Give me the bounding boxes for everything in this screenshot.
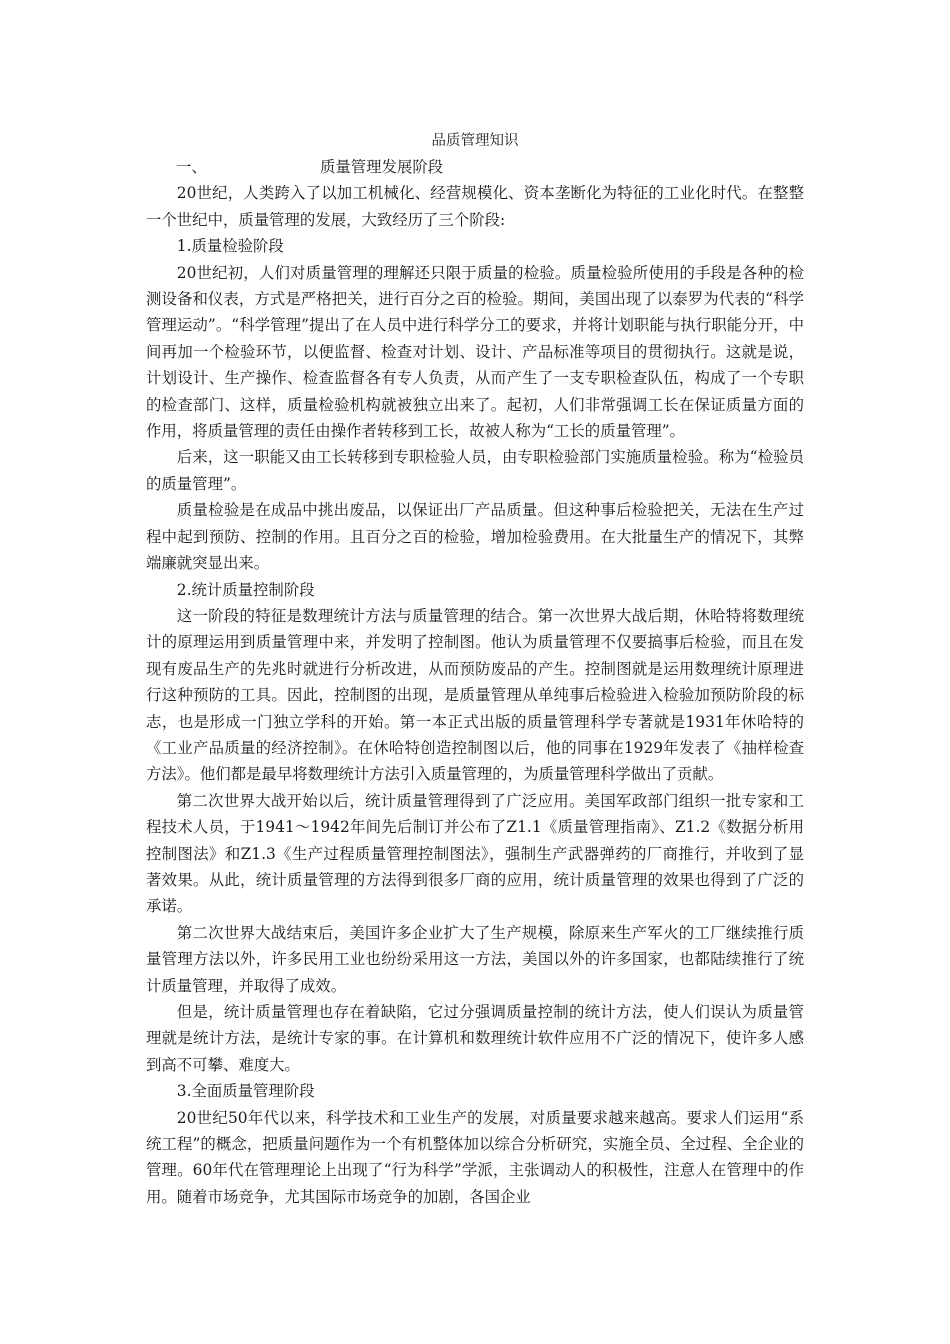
paragraph: 质量检验是在成品中挑出废品，以保证出厂产品质量。但这种事后检验把关，无法在生产过程中起到预防、控制的作用。且百分之百的检验，增加检验费用。在大批量生产的情况下，其弊端廉就突显出来。 bbox=[146, 501, 804, 573]
document-title: 品质管理知识 bbox=[431, 133, 519, 149]
section-title: 质量管理发展阶段 bbox=[320, 158, 444, 176]
paragraph: 这一阶段的特征是数理统计方法与质量管理的结合。第一次世界大战后期，休哈特将数理统计的原理运用到质量管理中来，并发明了控制图。他认为质量管理不仅要搞事后检验，而且在发现有废品生产的先兆时就进行分析改进，从而预防废品的产生。控制图就是运用数理统计原理进行这种预防的工具。因此，控制图的出现，是质量管理从单纯事后检验进入检验加预防阶段的标志，也是形成一门独立学科的开始。第一本正式出版的质量管理科学专著就是1931年休哈特的《工业产品质量的经济控制》。在休哈特创造控制图以后，他的同事在1929年发表了《抽样检查方法》。他们都是最早将数理统计方法引入质量管理的，为质量管理科学做出了贡献。 bbox=[146, 606, 804, 784]
paragraph: 20世纪初，人们对质量管理的理解还只限于质量的检验。质量检验所使用的手段是各种的检测设备和仪表，方式是严格把关，进行百分之百的检验。期间，美国出现了以泰罗为代表的“科学管理运动”。“科学管理”提出了在人员中进行科学分工的要求，并将计划职能与执行职能分开，中间再加一个检验环节，以便监督、检查对计划、设计、产品标准等项目的贯彻执行。这就是说，计划设计、生产操作、检查监督各有专人负责，从而产生了一支专职检查队伍，构成了一个专职的检查部门、这样，质量检验机构就被独立出来了。起初，人们非常强调工长在保证质量方面的作用，将质量管理的责任由操作者转移到工长，故被人称为“工长的质量管理”。 bbox=[146, 263, 804, 441]
section-heading bbox=[146, 154, 804, 180]
paragraph: 20世纪50年代以来，科学技术和工业生产的发展，对质量要求越来越高。要求人们运用“系统工程”的概念，把质量问题作为一个有机整体加以综合分析研究，实施全员、全过程、全企业的管理。60年代在管理理论上出现了“行为科学”学派，主张调动人的积极性，注意人在管理中的作用。随着市场竞争，尤其国际市场竞争的加剧，各国企业 bbox=[146, 1108, 804, 1206]
paragraph: 第二次世界大战结束后，美国许多企业扩大了生产规模，除原来生产军火的工厂继续推行质量管理方法以外，许多民用工业也纷纷采用这一方法，美国以外的许多国家，也都陆续推行了统计质量管理，并取得了成效。 bbox=[146, 923, 804, 995]
stage3-heading: 3.全面质量管理阶段 bbox=[176, 1082, 315, 1101]
paragraph: 后来，这一职能又由工长转移到专职检验人员，由专职检验部门实施质量检验。称为“检验员的质量管理”。 bbox=[146, 448, 804, 493]
stage1-heading: 1.质量检验阶段 bbox=[176, 237, 284, 256]
stage2-heading: 2.统计质量控制阶段 bbox=[176, 580, 315, 599]
document-page bbox=[146, 128, 804, 1210]
section-number: 一、 bbox=[176, 158, 207, 176]
paragraph: 第二次世界大战开始以后，统计质量管理得到了广泛应用。美国军政部门组织一批专家和工程技术人员，于1941～1942年间先后制订并公布了Z1.1《质量管理指南》、Z1.2《数据分析用控制图法》和Z1.3《生产过程质量管理控制图法》，强制生产武器弹药的厂商推行，并收到了显著效果。从此，统计质量管理的方法得到很多厂商的应用，统计质量管理的效果也得到了广泛的承诺。 bbox=[146, 791, 804, 916]
intro-paragraph: 20世纪，人类跨入了以加工机械化、经营规模化、资本垄断化为特征的工业化时代。在整整一个世纪中，质量管理的发展，大致经历了三个阶段: bbox=[146, 184, 804, 229]
paragraph: 但是，统计质量管理也存在着缺陷，它过分强调质量控制的统计方法，使人们误认为质量管理就是统计方法，是统计专家的事。在计算机和数理统计软件应用不广泛的情况下，使许多人感到高不可攀、难度大。 bbox=[146, 1003, 804, 1074]
